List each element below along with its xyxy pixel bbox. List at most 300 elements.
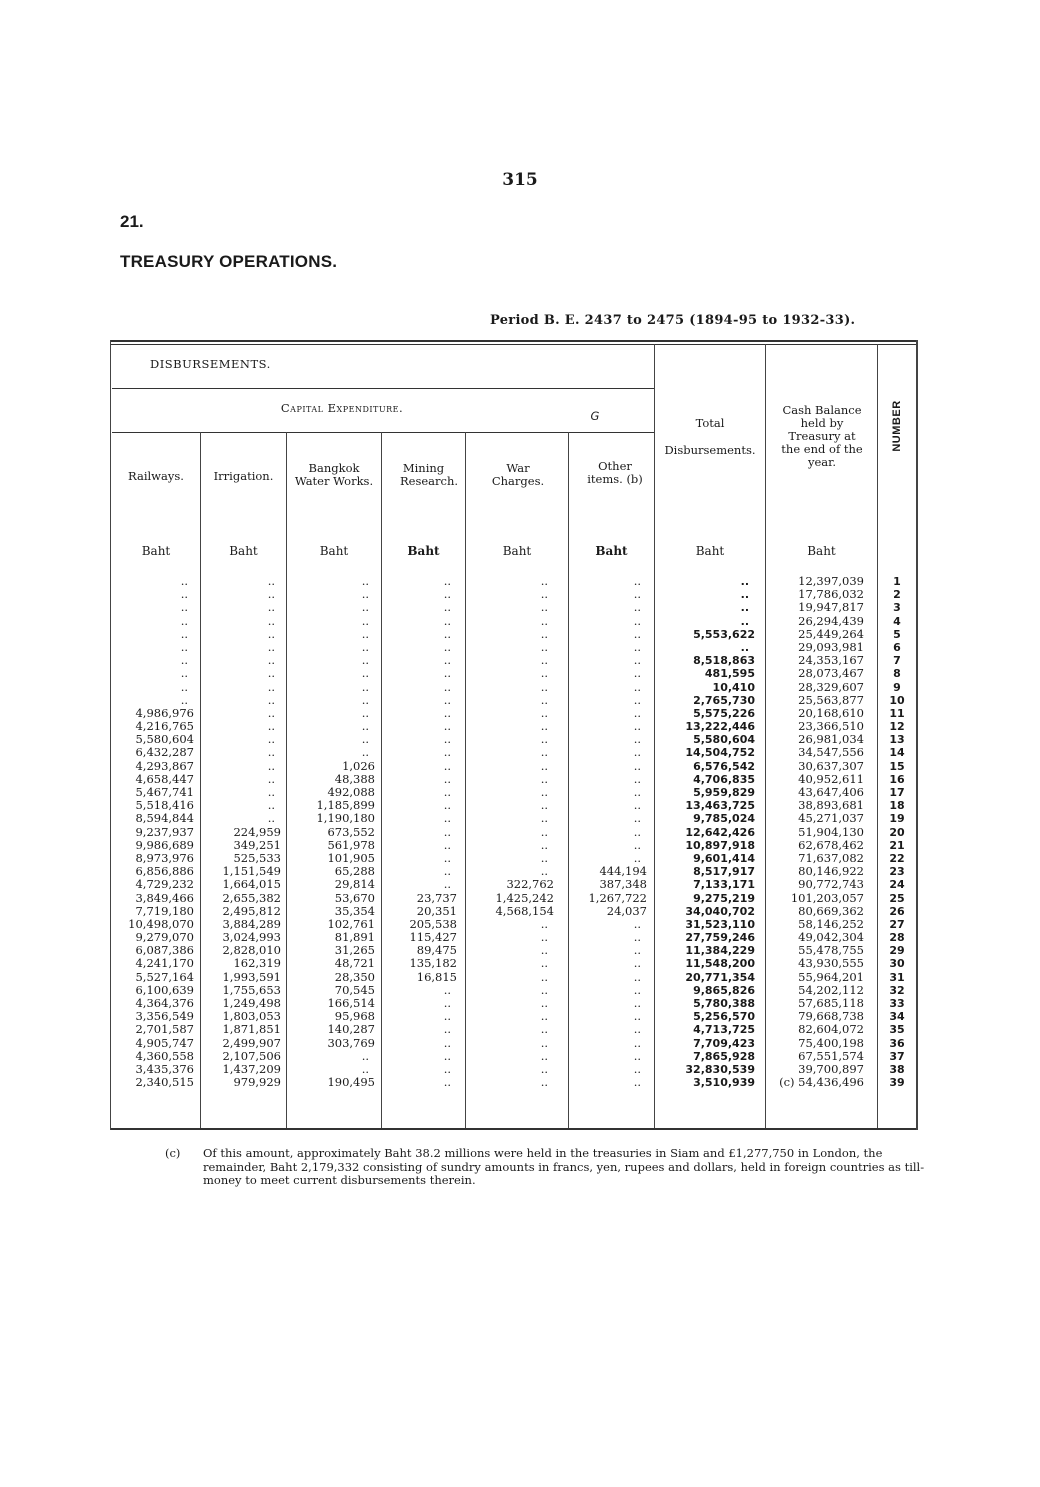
bangkok-water-works-cell: 35,354	[334, 903, 375, 918]
irrigation-cell: ..	[267, 639, 275, 654]
railways-cell: 8,594,844	[135, 811, 194, 826]
irrigation-cell: 1,993,591	[222, 969, 281, 984]
table-right-border	[916, 340, 918, 1130]
mining-research-cell: ..	[443, 785, 451, 799]
stray-mark: G	[590, 409, 600, 423]
cash-balance-cell: 49,042,304	[798, 930, 864, 945]
number-cell: 21	[889, 838, 905, 852]
other-items-column	[569, 575, 647, 1089]
other-items-cell: ..	[633, 785, 641, 799]
war-charges-cell: ..	[540, 600, 548, 615]
other-items-cell: ..	[633, 850, 641, 865]
bangkok-water-works-cell: ..	[361, 666, 369, 681]
mining-research-header: Mining Research.	[400, 461, 459, 488]
total-disbursements-cell: 10,897,918	[685, 838, 755, 852]
war-charges-cell: ..	[540, 639, 548, 654]
table-left-border	[110, 340, 111, 1130]
number-cell: 9	[893, 680, 901, 694]
bangkok-water-works-cell: 53,670	[334, 890, 375, 905]
total-disbursements-cell: 5,553,622	[693, 627, 755, 641]
disbursements-header: DISBURSEMENTS.	[150, 357, 271, 371]
number-cell: 30	[889, 957, 905, 971]
number-cell: 10	[889, 693, 905, 707]
total-disbursements-cell: 13,222,446	[685, 720, 755, 734]
total-disbursements-cell: 9,785,024	[693, 812, 755, 826]
cash-balance-cell: 58,146,252	[798, 916, 864, 931]
mining-research-cell: ..	[443, 679, 451, 694]
total-disbursements-cell: 14,504,752	[685, 746, 755, 760]
other-items-cell: ..	[633, 745, 641, 760]
other-items-cell: ..	[633, 1048, 641, 1063]
other-items-cell: ..	[633, 666, 641, 681]
war-charges-header: War Charges.	[491, 461, 545, 488]
bangkok-water-works-cell: 70,545	[334, 982, 375, 997]
other-items-cell: ..	[633, 626, 641, 641]
war-charges-cell: ..	[540, 969, 548, 984]
bangkok-water-works-cell: ..	[361, 679, 369, 694]
war-charges-cell: ..	[540, 653, 548, 668]
war-charges-cell: ..	[540, 943, 548, 958]
railways-cell: 6,856,886	[135, 864, 194, 879]
railways-cell: 3,435,376	[135, 1061, 194, 1076]
cash-balance-cell: 26,981,034	[798, 732, 864, 747]
railways-cell: 4,729,232	[135, 877, 194, 892]
footnote-mark: (c)	[165, 1146, 181, 1160]
unit-irrigation: Baht	[229, 544, 258, 558]
number-cell: 31	[889, 970, 905, 984]
other-items-cell: ..	[633, 982, 641, 997]
bangkok-water-works-header: Bangkok Water Works.	[294, 461, 374, 488]
total-disbursements-cell: ..	[740, 588, 749, 602]
cash-balance-cell: 54,202,112	[798, 982, 864, 997]
bangkok-water-works-cell: 1,190,180	[316, 811, 375, 826]
table-number: 21.	[120, 212, 144, 231]
other-items-cell: ..	[633, 1022, 641, 1037]
war-charges-column	[466, 575, 554, 1089]
railways-cell: 4,241,170	[135, 956, 194, 971]
war-charges-cell: ..	[540, 1022, 548, 1037]
total-disbursements-cell: 5,575,226	[693, 706, 755, 720]
irrigation-cell: ..	[267, 692, 275, 707]
railways-cell: ..	[180, 626, 188, 641]
railways-cell: 3,849,466	[135, 890, 194, 905]
mining-research-cell: ..	[443, 626, 451, 641]
total-disbursements-cell: 8,518,863	[693, 654, 755, 668]
total-disbursements-cell: ..	[740, 601, 749, 615]
number-cell: 25	[889, 891, 905, 905]
total-disbursements-cell: ..	[740, 575, 749, 588]
cash-balance-cell: 29,093,981	[798, 639, 864, 654]
bangkok-water-works-cell: 673,552	[327, 824, 375, 839]
number-cell: 35	[889, 1023, 905, 1037]
total-disbursements-cell: 31,523,110	[685, 917, 755, 931]
war-charges-cell: ..	[540, 996, 548, 1010]
bangkok-water-works-cell: 140,287	[327, 1022, 375, 1037]
railways-cell: ..	[180, 666, 188, 681]
bangkok-water-works-cell: 48,388	[334, 771, 375, 786]
war-charges-cell: ..	[540, 982, 548, 997]
unit-total: Baht	[695, 544, 725, 558]
total-disbursements-cell: 32,830,539	[685, 1062, 755, 1076]
other-items-cell: ..	[633, 1075, 641, 1090]
table-top-rule	[110, 340, 918, 342]
bangkok-water-works-cell: ..	[361, 600, 369, 615]
bangkok-water-works-cell: ..	[361, 719, 369, 734]
irrigation-cell: 2,107,506	[222, 1048, 281, 1063]
bangkok-water-works-cell: 166,514	[327, 996, 375, 1010]
mining-research-cell: ..	[443, 877, 451, 892]
war-charges-cell: ..	[540, 626, 548, 641]
total-disbursements-cell: 4,713,725	[693, 1023, 755, 1037]
number-cell: 16	[889, 772, 905, 786]
mining-research-cell: ..	[443, 837, 451, 852]
total-disbursements-cell: 9,275,219	[693, 891, 755, 905]
mining-research-cell: ..	[443, 692, 451, 707]
capital-expenditure-top-rule	[112, 388, 654, 389]
other-items-header: Other items. (b)	[587, 459, 643, 486]
railways-cell: 9,986,689	[135, 837, 194, 852]
table-bottom-rule	[110, 1128, 918, 1130]
number-cell: 14	[889, 746, 905, 760]
other-items-cell: ..	[633, 587, 641, 602]
bangkok-water-works-cell: ..	[361, 639, 369, 654]
irrigation-cell: 2,495,812	[222, 903, 281, 918]
war-charges-cell: ..	[540, 574, 548, 588]
bangkok-water-works-cell: 95,968	[334, 1009, 375, 1024]
other-items-cell: ..	[633, 969, 641, 984]
number-cell: 20	[889, 825, 905, 839]
railways-cell: 5,467,741	[135, 785, 194, 799]
row-number-column	[878, 575, 916, 1089]
bangkok-water-works-cell: ..	[361, 574, 369, 588]
total-disbursements-cell: 9,865,826	[693, 983, 755, 997]
railways-cell: 6,087,386	[135, 943, 194, 958]
mining-research-cell: ..	[443, 745, 451, 760]
number-cell: 19	[889, 812, 905, 826]
mining-research-cell: ..	[443, 758, 451, 773]
total-disbursements-cell: 9,601,414	[693, 851, 755, 865]
railways-cell: 9,237,937	[135, 824, 194, 839]
railways-cell: ..	[180, 574, 188, 588]
cash-balance-cell: 34,547,556	[798, 745, 864, 760]
cash-balance-cell: 28,073,467	[798, 666, 864, 681]
railways-cell: ..	[180, 653, 188, 668]
other-items-cell: 24,037	[606, 903, 647, 918]
total-disbursements-cell: 7,133,171	[693, 878, 755, 892]
war-charges-cell: ..	[540, 692, 548, 707]
mining-research-cell: 16,815	[416, 969, 457, 984]
number-cell: 37	[889, 1049, 905, 1063]
number-cell: 15	[889, 759, 905, 773]
number-cell: 27	[889, 917, 905, 931]
other-items-cell: ..	[633, 1035, 641, 1050]
irrigation-cell: ..	[267, 587, 275, 602]
total-disbursements-cell: 3,510,939	[693, 1076, 755, 1090]
total-disbursements-cell: ..	[740, 640, 749, 654]
mining-research-cell: ..	[443, 600, 451, 615]
war-charges-cell: ..	[540, 719, 548, 734]
irrigation-cell: 2,499,907	[222, 1035, 281, 1050]
irrigation-cell: ..	[267, 705, 275, 720]
cash-balance-cell: 26,294,439	[798, 613, 864, 628]
other-items-cell: ..	[633, 824, 641, 839]
number-cell: 26	[889, 904, 905, 918]
other-items-cell: 444,194	[599, 864, 647, 879]
number-cell: 1	[893, 575, 901, 588]
irrigation-cell: ..	[267, 732, 275, 747]
war-charges-cell: ..	[540, 1075, 548, 1090]
cash-balance-cell: 12,397,039	[798, 574, 864, 588]
other-items-cell: ..	[633, 916, 641, 931]
cash-balance-cell: 19,947,817	[798, 600, 864, 615]
number-header: NUMBER	[891, 400, 903, 452]
war-charges-cell: ..	[540, 745, 548, 760]
page-number: 315	[502, 170, 538, 190]
cash-balance-cell: 71,637,082	[798, 850, 864, 865]
number-cell: 36	[889, 1036, 905, 1050]
railways-cell: 2,701,587	[135, 1022, 194, 1037]
cash-balance-cell: 55,478,755	[798, 943, 864, 958]
number-cell: 28	[889, 931, 905, 945]
railways-cell: ..	[180, 692, 188, 707]
railways-column	[112, 575, 194, 1089]
unit-railways: Baht	[141, 544, 171, 558]
number-cell: 12	[889, 720, 905, 734]
other-items-cell: ..	[633, 600, 641, 615]
irrigation-cell: 979,929	[233, 1075, 281, 1090]
bangkok-water-works-cell: ..	[361, 626, 369, 641]
cash-balance-cell: 101,203,057	[790, 890, 864, 905]
cash-balance-cell: 80,146,922	[798, 864, 864, 879]
number-cell: 7	[893, 654, 901, 668]
war-charges-cell: ..	[540, 930, 548, 945]
irrigation-cell: ..	[267, 785, 275, 799]
irrigation-cell: ..	[267, 574, 275, 588]
mining-research-cell: ..	[443, 705, 451, 720]
unit-mining: Baht	[407, 544, 440, 558]
irrigation-cell: 224,959	[233, 824, 281, 839]
other-items-cell: 387,348	[599, 877, 647, 892]
cash-balance-cell: 90,772,743	[798, 877, 864, 892]
cash-balance-cell: 82,604,072	[798, 1022, 864, 1037]
treasury-table	[110, 340, 918, 1130]
railways-cell: 5,518,416	[135, 798, 194, 813]
war-charges-cell: ..	[540, 1048, 548, 1063]
bangkok-water-works-cell: 102,761	[327, 916, 375, 931]
bangkok-water-works-cell: ..	[361, 692, 369, 707]
railways-cell: 5,580,604	[135, 732, 194, 747]
cash-balance-cell: 79,668,738	[798, 1009, 864, 1024]
total-disbursements-cell: 5,256,570	[693, 1010, 755, 1024]
page-title: TREASURY OPERATIONS.	[120, 252, 338, 271]
other-items-cell: ..	[633, 692, 641, 707]
bangkok-water-works-cell: 65,288	[334, 864, 375, 879]
irrigation-cell: 1,803,053	[222, 1009, 281, 1024]
bangkok-water-works-cell: 28,350	[334, 969, 375, 984]
war-charges-cell: ..	[540, 1035, 548, 1050]
war-charges-cell: 1,425,242	[495, 890, 554, 905]
railways-cell: 4,216,765	[135, 719, 194, 734]
mining-research-cell: ..	[443, 982, 451, 997]
mining-research-cell: ..	[443, 771, 451, 786]
war-charges-cell: 322,762	[506, 877, 554, 892]
number-cell: 23	[889, 865, 905, 879]
mining-research-cell: ..	[443, 639, 451, 654]
irrigation-cell: ..	[267, 679, 275, 694]
irrigation-cell: 1,871,851	[222, 1022, 281, 1037]
mining-research-cell: 205,538	[409, 916, 457, 931]
other-items-cell: ..	[633, 639, 641, 654]
bangkok-water-works-cell: ..	[361, 613, 369, 628]
total-disbursements-cell: 5,580,604	[693, 733, 755, 747]
number-cell: 24	[889, 878, 905, 892]
irrigation-cell: ..	[267, 811, 275, 826]
cash-balance-cell: 17,786,032	[798, 587, 864, 602]
mining-research-cell: ..	[443, 1009, 451, 1024]
unit-other: Baht	[595, 544, 628, 558]
other-items-cell: ..	[633, 732, 641, 747]
mining-research-cell: ..	[443, 824, 451, 839]
irrigation-cell: ..	[267, 613, 275, 628]
war-charges-cell: ..	[540, 666, 548, 681]
war-charges-cell: ..	[540, 587, 548, 602]
other-items-cell: ..	[633, 811, 641, 826]
other-items-cell: ..	[633, 996, 641, 1010]
number-cell: 34	[889, 1010, 905, 1024]
total-disbursements-cell: 11,548,200	[685, 957, 755, 971]
war-charges-cell: 4,568,154	[495, 903, 554, 918]
war-charges-cell: ..	[540, 613, 548, 628]
cash-balance-cell: 39,700,897	[798, 1061, 864, 1076]
mining-research-cell: 23,737	[416, 890, 457, 905]
cash-balance-cell: 62,678,462	[798, 837, 864, 852]
war-charges-cell: ..	[540, 824, 548, 839]
war-charges-cell: ..	[540, 1009, 548, 1024]
railways-cell: 9,279,070	[135, 930, 194, 945]
cash-balance-cell: 57,685,118	[798, 996, 864, 1010]
irrigation-cell: ..	[267, 758, 275, 773]
other-items-cell: ..	[633, 613, 641, 628]
number-cell: 18	[889, 799, 905, 813]
bangkok-water-works-cell: ..	[361, 745, 369, 760]
irrigation-cell: 2,828,010	[222, 943, 281, 958]
other-items-cell: ..	[633, 943, 641, 958]
number-cell: 17	[889, 786, 905, 799]
irrigation-cell: 349,251	[233, 837, 281, 852]
mining-research-cell: ..	[443, 1048, 451, 1063]
irrigation-cell: ..	[267, 798, 275, 813]
mining-research-cell: ..	[443, 1061, 451, 1076]
irrigation-cell: ..	[267, 666, 275, 681]
unit-water-works: Baht	[319, 544, 349, 558]
railways-cell: 4,905,747	[135, 1035, 194, 1050]
total-disbursements-cell: 12,642,426	[685, 825, 755, 839]
railways-cell: 4,364,376	[135, 996, 194, 1010]
railways-cell: 2,340,515	[135, 1075, 194, 1090]
total-disbursements-cell: 11,384,229	[685, 944, 755, 958]
irrigation-cell: 525,533	[233, 850, 281, 865]
war-charges-cell: ..	[540, 956, 548, 971]
irrigation-cell: ..	[267, 771, 275, 786]
cash-balance-header: Cash Balance held by Treasury at the end of the year.	[781, 403, 863, 469]
mining-research-cell: ..	[443, 666, 451, 681]
bangkok-water-works-cell: ..	[361, 1048, 369, 1063]
mining-research-cell: ..	[443, 850, 451, 865]
war-charges-cell: ..	[540, 732, 548, 747]
mining-research-cell: ..	[443, 996, 451, 1010]
cash-balance-cell: 40,952,611	[798, 771, 864, 786]
cash-balance-cell: 45,271,037	[798, 811, 864, 826]
other-items-cell: ..	[633, 574, 641, 588]
mining-research-cell: 20,351	[416, 903, 457, 918]
number-cell: 22	[889, 851, 905, 865]
cash-balance-cell: 24,353,167	[798, 653, 864, 668]
cash-balance-cell: 20,168,610	[798, 705, 864, 720]
bangkok-water-works-cell: ..	[361, 732, 369, 747]
number-cell: 38	[889, 1062, 905, 1076]
railways-header: Railways.	[128, 469, 184, 483]
irrigation-column	[201, 575, 281, 1089]
cash-balance-cell: 43,647,406	[798, 785, 864, 799]
mining-research-cell: ..	[443, 732, 451, 747]
footnote	[165, 1147, 925, 1188]
mining-research-cell: ..	[443, 798, 451, 813]
irrigation-cell: 1,664,015	[222, 877, 281, 892]
other-items-cell: ..	[633, 758, 641, 773]
irrigation-cell: 1,151,549	[222, 864, 281, 879]
mining-research-cell: ..	[443, 864, 451, 879]
war-charges-cell: ..	[540, 798, 548, 813]
war-charges-cell: ..	[540, 811, 548, 826]
total-disbursements-cell: 10,410	[712, 680, 755, 694]
total-disbursements-cell: 7,709,423	[693, 1036, 755, 1050]
mining-research-cell: ..	[443, 811, 451, 826]
irrigation-cell: ..	[267, 719, 275, 734]
other-items-cell: ..	[633, 798, 641, 813]
mining-research-cell: ..	[443, 1035, 451, 1050]
war-charges-cell: ..	[540, 916, 548, 931]
war-charges-cell: ..	[540, 850, 548, 865]
total-disbursements-cell: 2,765,730	[693, 693, 755, 707]
mining-research-cell: ..	[443, 653, 451, 668]
bangkok-water-works-cell: ..	[361, 653, 369, 668]
total-disbursements-cell: 8,517,917	[693, 865, 755, 879]
total-disbursements-header: Total Disbursements.	[664, 416, 756, 457]
other-items-cell: ..	[633, 837, 641, 852]
irrigation-cell: ..	[267, 600, 275, 615]
table-top-rule-thin	[110, 344, 918, 345]
cash-balance-cell: 25,563,877	[798, 692, 864, 707]
cash-balance-cell: 23,366,510	[798, 719, 864, 734]
war-charges-cell: ..	[540, 785, 548, 799]
water-works-column	[287, 575, 375, 1089]
railways-cell: ..	[180, 679, 188, 694]
cash-balance-cell: 38,893,681	[798, 798, 864, 813]
war-charges-cell: ..	[540, 705, 548, 720]
subheader-rule	[112, 432, 654, 433]
other-items-cell: ..	[633, 1009, 641, 1024]
number-cell: 32	[889, 983, 905, 997]
total-disbursements-cell: 34,040,702	[685, 904, 755, 918]
war-charges-cell: ..	[540, 771, 548, 786]
mining-research-column	[382, 575, 457, 1089]
total-disbursements-cell: ..	[740, 614, 749, 628]
cash-balance-column	[766, 575, 864, 1089]
war-charges-cell: ..	[540, 679, 548, 694]
other-items-cell: ..	[633, 930, 641, 945]
other-items-cell: ..	[633, 679, 641, 694]
mining-research-cell: ..	[443, 719, 451, 734]
